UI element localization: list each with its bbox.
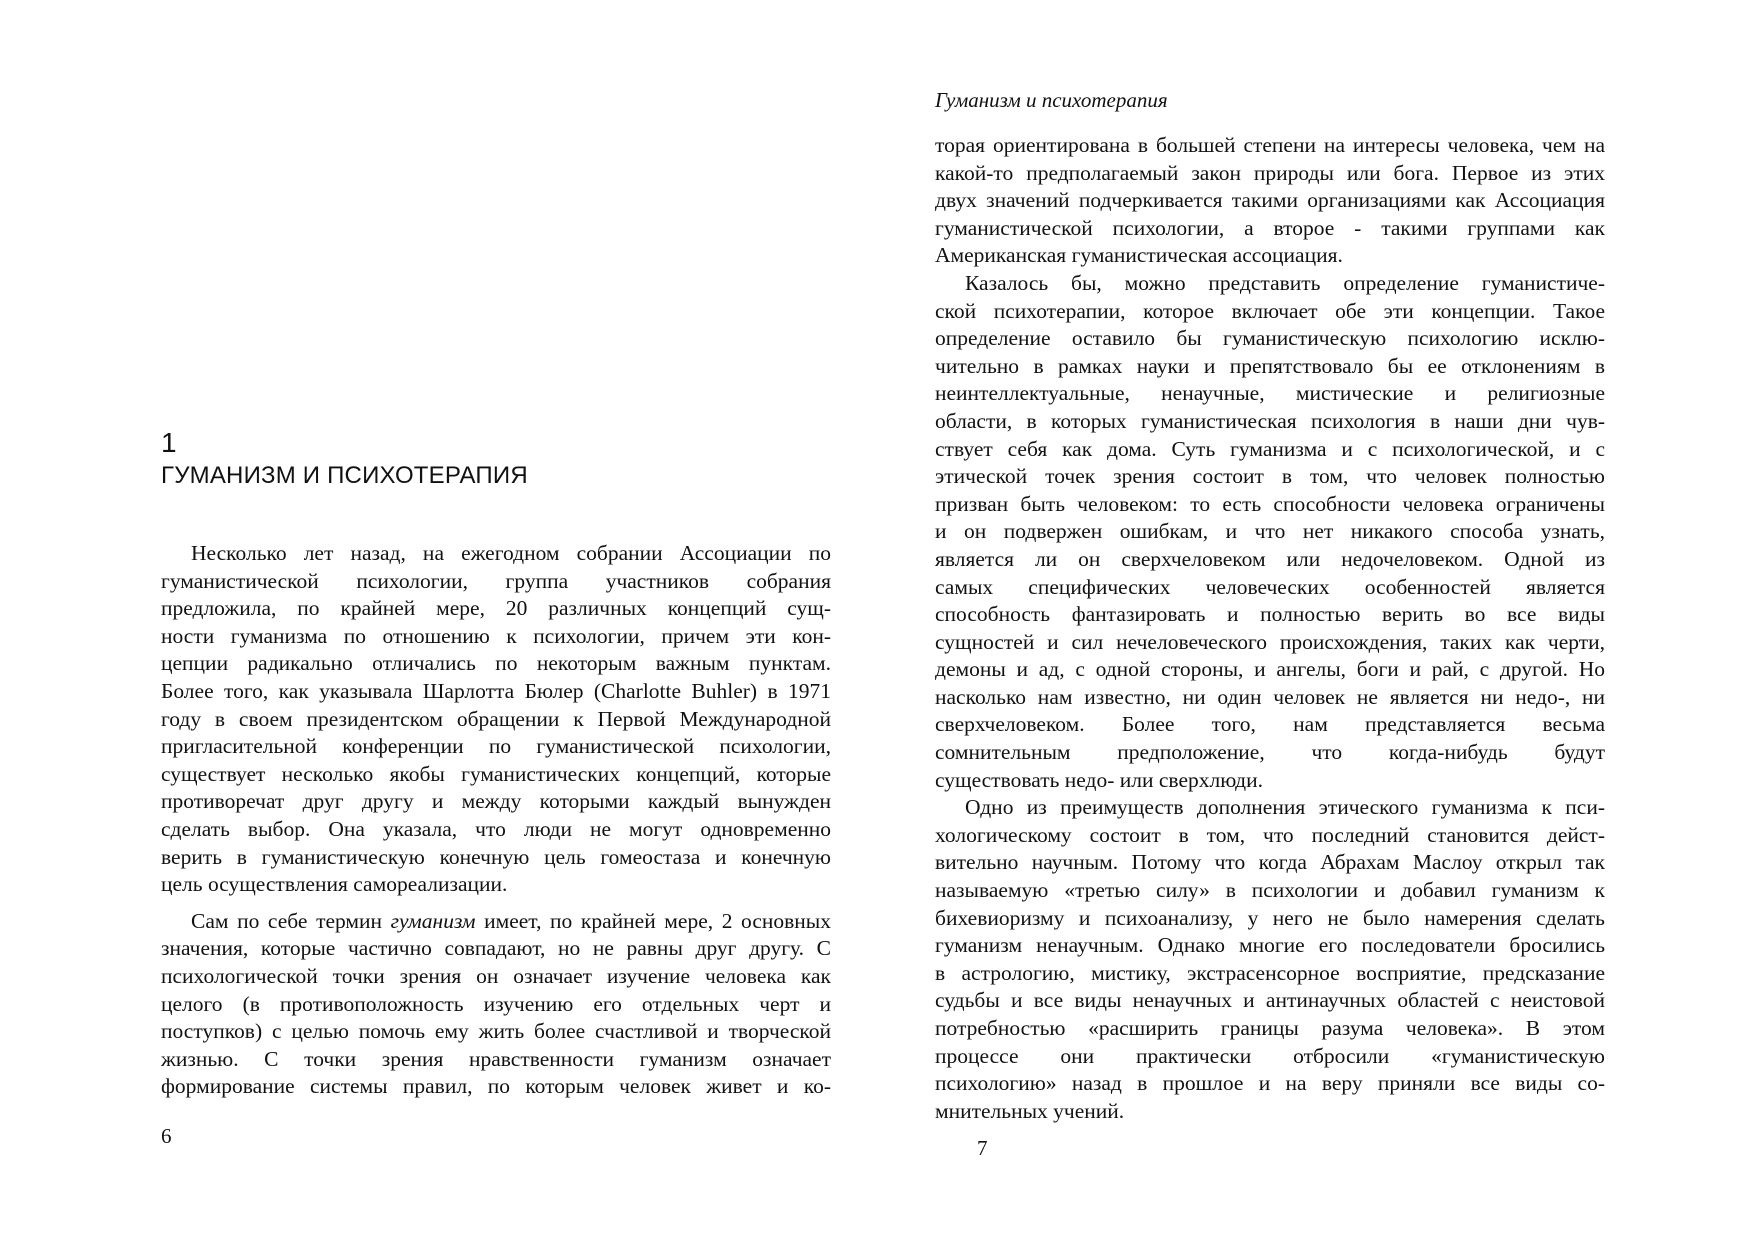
text-line: формирование системы правил, по которым человек живет и ко- (161, 1074, 831, 1099)
chapter-number: 1 (161, 427, 177, 458)
text-line: бихевиоризму и психоанализу, у него не было намерения сделать (935, 905, 1605, 930)
text-line: гуманистической психологии, группа участников собрания (161, 568, 831, 593)
text-line: неинтеллектуальные, ненаучные, мистические и религиозные (935, 381, 1605, 406)
text-line: вительно научным. Потому что когда Абрахам Маслоу открыл так (935, 850, 1605, 875)
text-line: является ли он сверхчеловеком или недочеловеком. Одной из (935, 546, 1605, 571)
text-line: ствует себя как дома. Суть гуманизма и с психологической, и с (935, 436, 1605, 461)
page-number: 6 (161, 1124, 172, 1148)
page-number: 7 (977, 1136, 988, 1160)
text-line: существует несколько якобы гуманистических концепций, которые (161, 761, 831, 786)
text-line: Казалось бы, можно представить определение гуманистиче- (965, 270, 1605, 295)
text-line: предложила, по крайней мере, 20 различных концепций сущ- (161, 596, 831, 621)
text-line: сущностей и сил нечеловеческого происхождения, таких как черти, (935, 629, 1605, 654)
text-line: самых специфических человеческих особенностей является (935, 574, 1605, 599)
text-line: верить в гуманистическую конечную цель гомеостаза и конечную (161, 844, 831, 869)
text-line: мнительных учений. (935, 1098, 1125, 1123)
text-line: целого (в противоположность изучению его отдельных черт и (161, 991, 831, 1016)
text-line: поступков) с целью помочь ему жить более счастливой и творческой (161, 1019, 831, 1044)
text-line: называемую «третью силу» в психологии и добавил гуманизм к (935, 878, 1605, 903)
text-line: Более того, как указывала Шарлотта Бюлер (Charlotte Buhler) в 1971 (161, 678, 831, 703)
text-line: противоречат друг другу и между которыми каждый вынужден (161, 789, 831, 814)
text-line: двух значений подчеркивается такими организациями как Ассоциация (935, 188, 1605, 213)
text-line: значения, которые частично совпадают, но не равны друг другу. С (161, 936, 831, 961)
text-line: призван быть человеком: то есть способности человека ограничены (935, 491, 1605, 516)
text-line: судьбы и все виды ненаучных и антинаучных областей с неистовой (935, 988, 1605, 1013)
text-line: цепции радикально отличались по некоторым важным пунктам. (161, 651, 831, 676)
text-line: способность фантазировать и полностью верить во все виды (935, 602, 1605, 627)
text-line: определение оставило бы гуманистическую психологию исклю- (935, 326, 1605, 351)
paragraph (935, 132, 1605, 270)
chapter-title: ГУМАНИЗМ И ПСИХОТЕРАПИЯ (161, 462, 528, 489)
text-fragment: Сам по себе термин (191, 908, 391, 933)
text-line: процессе они практически отбросили «гуманистическую (935, 1043, 1605, 1068)
text-line: пригласительной конференции по гуманистической психологии, (161, 734, 831, 759)
right-page (877, 0, 1754, 1240)
text-line (161, 908, 831, 936)
text-line: чительно в рамках науки и препятствовало бы ее отклонениям в (935, 353, 1605, 378)
text-line: жизнью. С точки зрения нравственности гуманизм означает (161, 1046, 831, 1071)
text-line: гуманистической психологии, а второе - такими группами как (935, 215, 1605, 240)
text-fragment: имеет, по крайней мере, 2 основных (475, 908, 831, 933)
text-line: психологической точки зрения он означает изучение человека как (161, 963, 831, 988)
text-line: и он подвержен ошибкам, и что нет никакого способа узнать, (935, 519, 1605, 544)
text-line: сверхчеловеком. Более того, нам представляется весьма (935, 712, 1605, 737)
paragraph (935, 794, 1605, 1125)
text-line: ности гуманизма по отношению к психологии, причем эти кон- (161, 623, 831, 648)
paragraph (161, 540, 831, 899)
text-line: существовать недо- или сверхлюди. (935, 767, 1264, 792)
emphasized-term: гуманизм (390, 908, 476, 933)
text-line: этической точек зрения состоит в том, что человек полностью (935, 464, 1605, 489)
paragraph (161, 908, 831, 1101)
text-line: насколько нам известно, ни один человек не является ни недо-, ни (935, 684, 1605, 709)
text-line: цель осуществления самореализации. (161, 872, 508, 897)
paragraph (935, 270, 1605, 794)
text-line: гуманизм ненаучным. Однако многие его последователи бросились (935, 933, 1605, 958)
text-line: сомнительным предположение, что когда-нибудь будут (935, 740, 1605, 765)
text-line: области, в которых гуманистическая психология в наши дни чув- (935, 408, 1605, 433)
text-line: сделать выбор. Она указала, что люди не могут одновременно (161, 816, 831, 841)
text-line: Одно из преимуществ дополнения этического гуманизма к пси- (965, 795, 1605, 820)
left-body-text (161, 540, 831, 1101)
text-line: торая ориентирована в большей степени на интересы человека, чем на (935, 133, 1605, 157)
text-line: демоны и ад, с одной стороны, и ангелы, боги и рай, с другой. Но (935, 657, 1605, 682)
text-line: психологию» назад в прошлое и на веру приняли все виды со- (935, 1071, 1605, 1096)
text-line: в астрологию, мистику, экстрасенсорное восприятие, предсказание (935, 960, 1605, 985)
text-line: году в своем президентском обращении к Первой Международной (161, 706, 831, 731)
text-line: ской психотерапии, которое включает обе эти концепции. Такое (935, 298, 1605, 323)
text-line: хологическому состоит в том, что последний становится дейст- (935, 822, 1605, 847)
running-head: Гуманизм и психотерапия (935, 88, 1168, 112)
text-line: какой-то предполагаемый закон природы или бога. Первое из этих (935, 160, 1605, 185)
text-line: потребностью «расширить границы разума человека». В этом (935, 1016, 1605, 1040)
text-line: Американская гуманистическая ассоциация. (935, 243, 1343, 268)
text-line: Несколько лет назад, на ежегодном собрании Ассоциации по (191, 541, 831, 565)
right-body-text (935, 132, 1605, 1125)
